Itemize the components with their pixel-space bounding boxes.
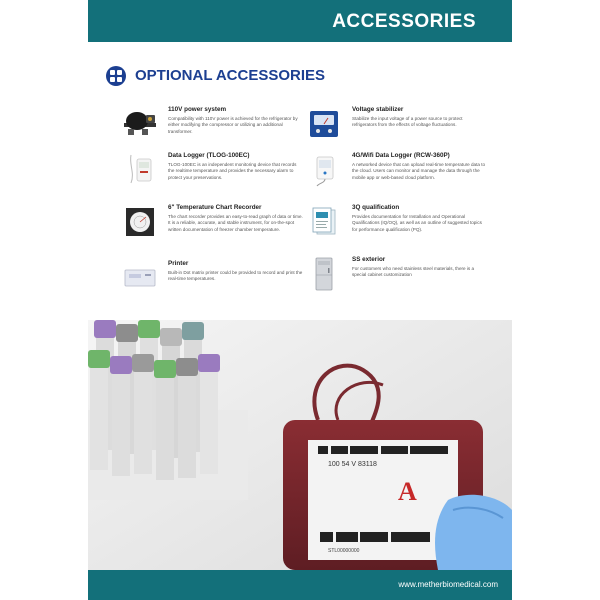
item-title: SS exterior [352,256,386,263]
item-description: Provides documentation for Installation and Operational Qualifications (IQ/OQ), as well as an outline of suggested topics for performance qualification (PQ). [352,214,482,232]
item-description: A networked device that can upload real-time temperature data to the cloud. Users can monitor and manage the data through the mobile app or web-based cloud platform. [352,162,486,180]
bag-barcode-bottom [320,532,430,542]
item-title: 4G/Wifi Data Logger (RCW-360P) [352,152,450,159]
footer-bar [88,570,512,600]
blood-type-letter: A [398,477,417,506]
bag-id: STL00000000 [328,548,360,554]
blood-bag-photo [88,320,512,570]
compressor-icon [122,106,158,142]
item-description: Stabilize the input voltage of a power source to protect refrigerators from the effects of voltage fluctuations. [352,116,463,128]
accessory-item-3q [306,204,506,254]
page-title: ACCESSORIES [332,11,476,32]
accessory-item-ss-exterior [306,256,506,306]
chart-recorder-icon [122,204,158,240]
accessory-item-wifi-logger [306,152,506,202]
item-description: TLOG-100EC is an independent monitoring device that records the realtime temperature and provides the necessary alarm to protect your preservations. [168,162,297,180]
section-title: OPTIONAL ACCESSORIES [135,67,326,84]
item-title: 3Q qualification [352,204,400,211]
stabilizer-icon [306,106,342,142]
printer-icon [122,260,158,296]
grid-icon [106,66,126,86]
item-title: 110V power system [168,106,227,113]
data-logger-icon [122,152,158,188]
item-title: Voltage stabilizer [352,106,404,113]
accessory-item-chart-recorder [122,204,322,254]
accessory-item-data-logger [122,152,322,202]
accessory-item-110v [122,106,322,156]
item-title: Data Logger (TLOG-100EC) [168,152,250,159]
website-url: www.metherbiomedical.com [398,580,498,589]
accessory-item-printer [122,260,322,310]
item-description: Compatibility with 110V power is achieved for the refrigerator by either modifying the compressor or utilizing an additional transformer. [168,116,298,134]
brochure-page [88,0,512,600]
document-icon [306,204,342,240]
item-description: The chart recorder provides an easy-to-read graph of data or time. It is a reliable, accurate, and stable instrument, for on-the-spot written documentation of freezer chamber temperature. [168,214,303,232]
bag-barcode-top [318,446,448,454]
item-title: Printer [168,260,189,267]
bag-label-top: 100 54 V 83118 [328,461,377,468]
accessory-item-stabilizer [306,106,506,156]
cabinet-icon [306,256,342,292]
wifi-logger-icon [306,152,342,188]
header-bar [88,0,512,42]
item-title: 6" Temperature Chart Recorder [168,204,262,211]
item-description: For customers who need stainless steel materials, there is a special cabinet customization [352,266,475,278]
item-description: Built-in Dot matrix printer could be provided to record and print the real-time temperatures. [168,270,303,282]
